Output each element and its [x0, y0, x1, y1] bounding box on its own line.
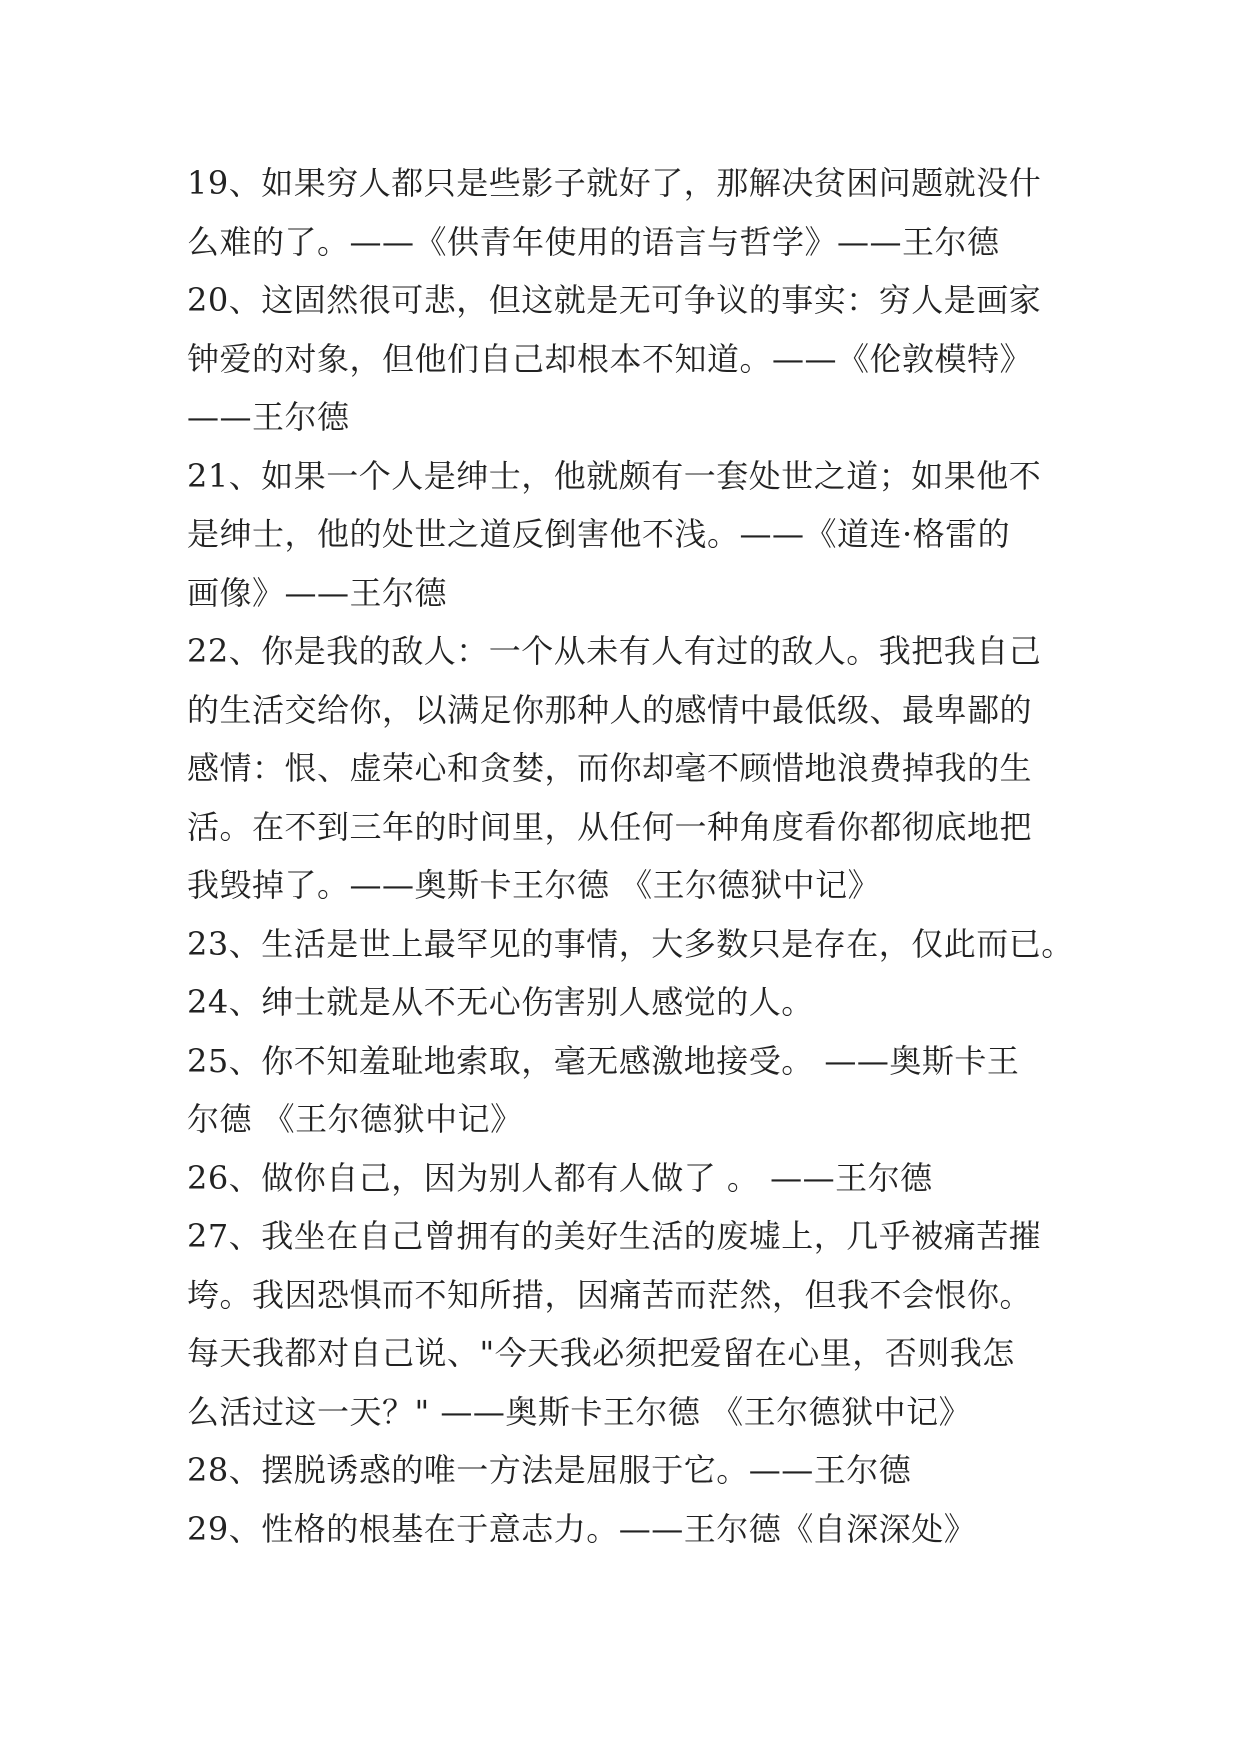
text-line: 是绅士，他的处世之道反倒害他不浅。——《道连·格雷的	[187, 515, 1011, 553]
text-line: 21、如果一个人是绅士，他就颇有一套处世之道；如果他不	[187, 456, 1042, 495]
text-line: 26、做你自己，因为别人都有人做了 。 ——王尔德	[187, 1158, 933, 1197]
text-line: 23、生活是世上最罕见的事情，大多数只是存在，仅此而已。	[187, 924, 1074, 963]
text-line: 28、摆脱诱惑的唯一方法是屈服于它。——王尔德	[187, 1451, 912, 1489]
text-line: 25、你不知羞耻地索取，毫无感激地接受。 ——奥斯卡王	[187, 1041, 1020, 1080]
text-line: 感情：恨、虚荣心和贪婪，而你却毫不顾惜地浪费掉我的生	[187, 749, 1033, 787]
text-line: ——王尔德	[187, 398, 350, 436]
text-line: 29、性格的根基在于意志力。——王尔德《自深深处》	[187, 1509, 977, 1548]
text-line: 么难的了。——《供青年使用的语言与哲学》——王尔德	[187, 222, 1000, 261]
text-line: 的生活交给你，以满足你那种人的感情中最低级、最卑鄙的	[187, 690, 1033, 729]
text-line: 19、如果穷人都只是些影子就好了，那解决贫困问题就没什	[187, 164, 1042, 202]
text-line: 活。在不到三年的时间里，从任何一种角度看你都彻底地把	[187, 807, 1033, 846]
text-line: 垮。我因恐惧而不知所措，因痛苦而茫然，但我不会恨你。	[187, 1275, 1033, 1314]
text-line: 每天我都对自己说、"今天我必须把爱留在心里，否则我怎	[187, 1334, 1015, 1372]
text-line: 20、这固然很可悲，但这就是无可争议的事实：穷人是画家	[187, 281, 1042, 319]
text-line: 22、你是我的敌人：一个从未有人有过的敌人。我把我自己	[187, 632, 1042, 670]
text-line: 钟爱的对象，但他们自己却根本不知道。——《伦敦模特》	[187, 339, 1033, 378]
text-line: 我毁掉了。——奥斯卡王尔德 《王尔德狱中记》	[187, 866, 881, 904]
text-line: 尔德 《王尔德狱中记》	[187, 1100, 523, 1138]
text-line: 画像》——王尔德	[187, 573, 448, 612]
text-line: 27、我坐在自己曾拥有的美好生活的废墟上，几乎被痛苦摧	[187, 1217, 1042, 1255]
text-line: 24、绅士就是从不无心伤害别人感觉的人。	[187, 983, 814, 1021]
text-line: 么活过这一天？" ——奥斯卡王尔德 《王尔德狱中记》	[187, 1392, 972, 1431]
quote-text-block	[187, 154, 1074, 1558]
